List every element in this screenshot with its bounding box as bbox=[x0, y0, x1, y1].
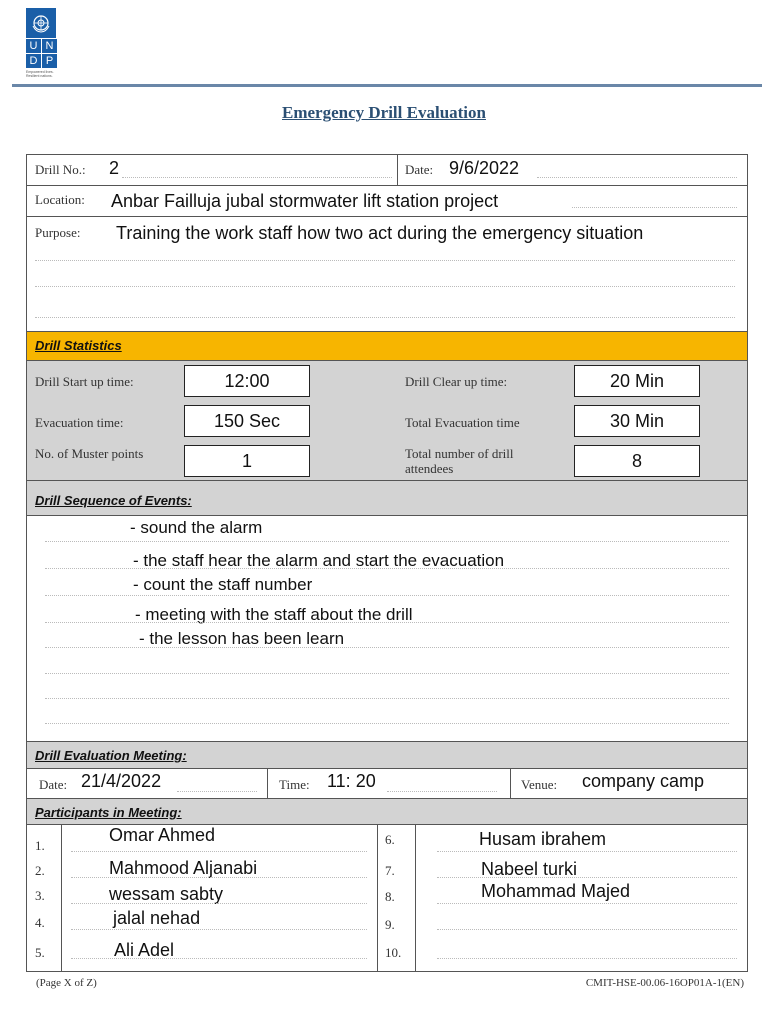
date-label: Date: bbox=[405, 162, 434, 177]
venue-value[interactable]: company camp bbox=[582, 771, 705, 791]
participant-number: 6. bbox=[385, 832, 395, 847]
participant-name[interactable]: Mohammad Majed bbox=[481, 881, 631, 901]
purpose-label: Purpose: bbox=[35, 225, 81, 240]
purpose-value[interactable]: Training the work staff how two act during the emergency situation bbox=[116, 223, 644, 243]
participant-number: 2. bbox=[35, 863, 45, 878]
clear-time-field[interactable]: 20 Min bbox=[574, 365, 700, 397]
participant-number: 8. bbox=[385, 889, 395, 904]
drill-statistics-header: Drill Statistics bbox=[27, 332, 747, 360]
meeting-date-value[interactable]: 21/4/2022 bbox=[81, 771, 162, 791]
meeting-date-label: Date: bbox=[39, 777, 68, 792]
participant-number: 5. bbox=[35, 945, 45, 960]
muster-points-field[interactable]: 1 bbox=[184, 445, 310, 477]
page-number: (Page X of Z) bbox=[36, 977, 97, 989]
venue-label: Venue: bbox=[521, 777, 558, 792]
undp-logo bbox=[26, 8, 58, 78]
drill-evaluation-form bbox=[26, 154, 748, 972]
evacuation-time-field[interactable]: 150 Sec bbox=[184, 405, 310, 437]
logo-letter: N bbox=[42, 39, 57, 53]
header-rule bbox=[12, 84, 762, 87]
participant-name[interactable]: Nabeel turki bbox=[481, 859, 578, 879]
total-evacuation-field[interactable]: 30 Min bbox=[574, 405, 700, 437]
meeting-header: Drill Evaluation Meeting: bbox=[27, 742, 747, 768]
participant-name[interactable]: Mahmood Aljanabi bbox=[109, 858, 258, 878]
logo-letter: D bbox=[26, 54, 41, 68]
drill-no-value[interactable]: 2 bbox=[109, 158, 120, 178]
participant-number: 10. bbox=[385, 945, 402, 960]
sequence-item[interactable]: - meeting with the staff about the drill bbox=[135, 605, 413, 624]
sequence-item[interactable]: - count the staff number bbox=[133, 575, 313, 594]
participants-header: Participants in Meeting: bbox=[27, 799, 747, 824]
muster-points-label: No. of Muster points bbox=[35, 446, 144, 461]
document-code: CMIT-HSE-00.06-16OP01A-1(EN) bbox=[585, 977, 744, 989]
participant-number: 3. bbox=[35, 888, 45, 903]
location-value[interactable]: Anbar Failluja jubal stormwater lift station project bbox=[111, 191, 499, 211]
participant-number: 4. bbox=[35, 915, 45, 930]
attendees-field[interactable]: 8 bbox=[574, 445, 700, 477]
participant-name[interactable]: jalal nehad bbox=[113, 908, 201, 928]
sequence-item[interactable]: - sound the alarm bbox=[130, 518, 263, 537]
participant-name[interactable]: wessam sabty bbox=[109, 884, 224, 904]
clear-time-label: Drill Clear up time: bbox=[405, 374, 508, 389]
sequence-item[interactable]: - the lesson has been learn bbox=[139, 629, 345, 648]
participant-name[interactable]: Ali Adel bbox=[114, 940, 175, 960]
evacuation-time-label: Evacuation time: bbox=[35, 415, 124, 430]
sequence-header: Drill Sequence of Events: bbox=[27, 481, 747, 515]
logo-letter: P bbox=[42, 54, 57, 68]
participant-name[interactable]: Husam ibrahem bbox=[479, 829, 607, 849]
logo-tagline: Empowered lives. Resilient nations. bbox=[26, 70, 54, 78]
participant-name[interactable]: Omar Ahmed bbox=[109, 825, 216, 845]
location-label: Location: bbox=[35, 192, 85, 207]
attendees-label: Total number of drill attendees bbox=[405, 446, 514, 476]
document-title: Emergency Drill Evaluation bbox=[282, 103, 486, 122]
start-time-label: Drill Start up time: bbox=[35, 374, 134, 389]
logo-letter: U bbox=[26, 39, 41, 53]
meeting-time-label: Time: bbox=[279, 777, 310, 792]
drill-date-value[interactable]: 9/6/2022 bbox=[449, 158, 520, 178]
sequence-item[interactable]: - the staff hear the alarm and start the evacuation bbox=[133, 551, 505, 570]
participant-number: 7. bbox=[385, 863, 395, 878]
meeting-time-value[interactable]: 11: 20 bbox=[327, 771, 376, 791]
drill-no-label: Drill No.: bbox=[35, 162, 86, 177]
un-emblem-icon bbox=[26, 8, 56, 38]
start-time-field[interactable]: 12:00 bbox=[184, 365, 310, 397]
participant-number: 9. bbox=[385, 917, 395, 932]
participant-number: 1. bbox=[35, 838, 45, 853]
total-evacuation-label: Total Evacuation time bbox=[405, 415, 520, 430]
